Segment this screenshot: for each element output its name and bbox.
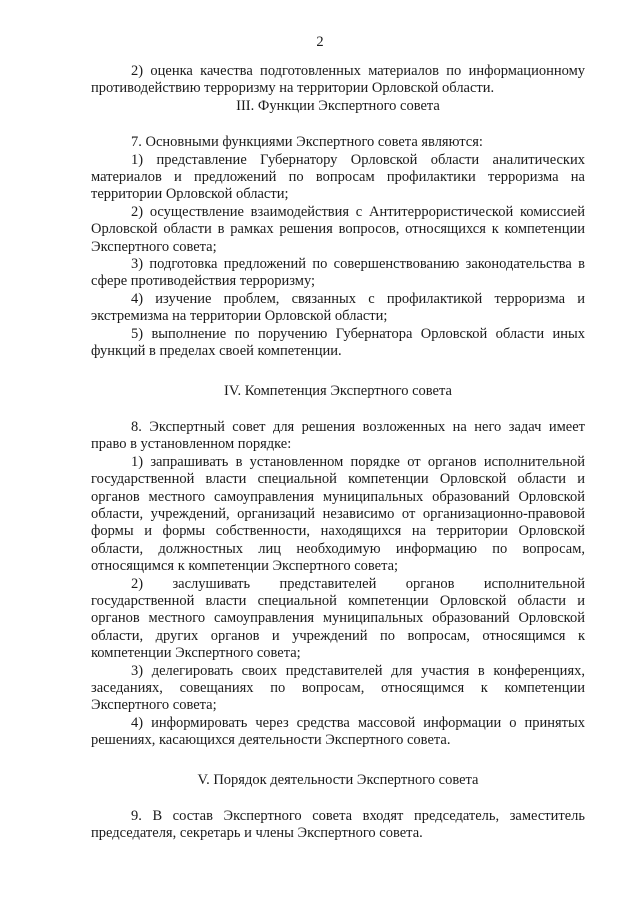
section-heading-iv: IV. Компетенция Экспертного совета <box>224 382 452 399</box>
paragraph-7-item-2: 2) осуществление взаимодействия с Антитеррористической комиссией Орловской области в рамках решения вопросов, относящихся к компетенции Экспертного совета; <box>91 203 585 255</box>
section-heading-v: V. Порядок деятельности Экспертного совета <box>197 771 479 788</box>
paragraph-8-item-1: 1) запрашивать в установленном порядке от органов исполнительной государственной власти специальной компетенции Орловской области и органов местного самоуправления муниципальных образований Орловской области, учреждений, организаций независимо от организационно-правовой формы и формы собственности, находящихся на территории Орловской области, должностных лиц необходимую информацию по вопросам, относящимся к компетенции Экспертного совета; <box>91 453 585 575</box>
section-heading-iii: III. Функции Экспертного совета <box>236 97 440 114</box>
paragraph-2-evaluation: 2) оценка качества подготовленных материалов по информационному противодействию терроризму на территории Орловской области. <box>91 63 585 97</box>
paragraph-7-item-5: 5) выполнение по поручению Губернатора Орловской области иных функций в пределах своей компетенции. <box>91 325 585 360</box>
paragraph-9-composition: 9. В состав Экспертного совета входят председатель, заместитель председателя, секретарь и члены Экспертного совета. <box>91 808 585 842</box>
paragraph-8-item-2: 2) заслушивать представителей органов исполнительной государственной власти специальной компетенции Орловской области и органов местного самоуправления муниципальных образований Орловской области, других органов и учреждений по вопросам, относящимся к компетенции Экспертного совета; <box>91 575 585 662</box>
document-body <box>91 63 585 843</box>
paragraph-7-item-3: 3) подготовка предложений по совершенствованию законодательства в сфере противодействия терроризму; <box>91 256 585 290</box>
paragraph-8-item-4: 4) информировать через средства массовой информации о принятых решениях, касающихся деятельности Экспертного совета. <box>91 714 585 749</box>
page-number: 2 <box>316 34 324 50</box>
paragraph-7-item-4: 4) изучение проблем, связанных с профилактикой терроризма и экстремизма на территории Орловской области; <box>91 290 585 325</box>
paragraph-7-intro: 7. Основными функциями Экспертного совета являются: <box>131 134 483 151</box>
paragraph-8-item-3: 3) делегировать своих представителей для участия в конференциях, заседаниях, совещаниях по вопросам, относящимся к компетенции Экспертного совета; <box>91 662 585 714</box>
paragraph-8-intro: 8. Экспертный совет для решения возложенных на него задач имеет право в установленном порядке: <box>91 418 585 453</box>
paragraph-7-item-1: 1) представление Губернатору Орловской области аналитических материалов и предложений по вопросам профилактики терроризма на территории Орловской области; <box>91 151 585 203</box>
